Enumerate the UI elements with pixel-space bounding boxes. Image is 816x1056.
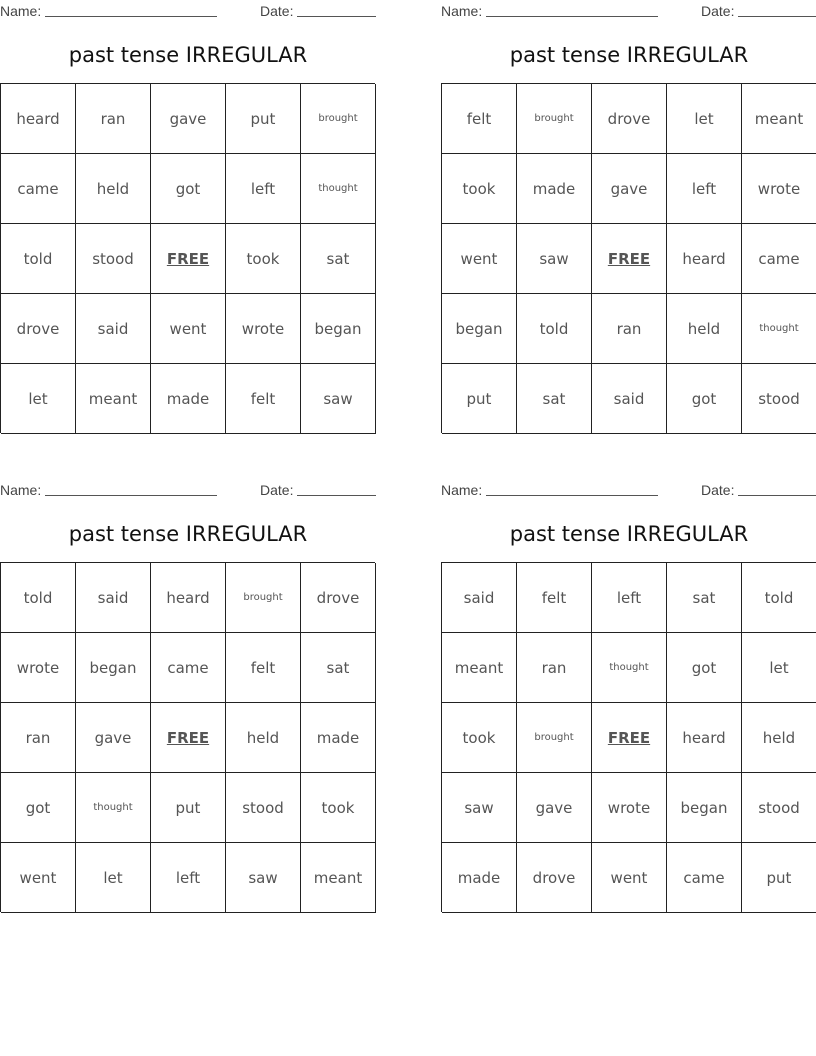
free-space-cell: FREE [592,703,667,773]
bingo-cell: took [226,224,301,294]
card-title: past tense IRREGULAR [68,522,308,546]
bingo-cell: made [151,364,226,434]
bingo-cell: thought [76,773,151,843]
bingo-cell: said [442,563,517,633]
bingo-cell: drove [301,563,376,633]
bingo-cell: said [76,563,151,633]
bingo-cell: said [592,364,667,434]
bingo-cell: sat [667,563,742,633]
bingo-card [0,479,376,913]
bingo-cell: drove [517,843,592,913]
bingo-cell: began [76,633,151,703]
bingo-cell: felt [226,633,301,703]
name-label: Name: [0,482,42,498]
bingo-cell: told [517,294,592,364]
bingo-cell: left [667,154,742,224]
bingo-cell: ran [76,84,151,154]
bingo-cell: left [226,154,301,224]
bingo-cell: let [667,84,742,154]
card-header [441,482,816,498]
name-blank-line [486,16,658,17]
bingo-cell: held [667,294,742,364]
free-space-cell: FREE [151,224,226,294]
bingo-cell: went [442,224,517,294]
bingo-cell: gave [517,773,592,843]
bingo-cell: ran [517,633,592,703]
bingo-cell: told [1,563,76,633]
bingo-cell: sat [301,224,376,294]
bingo-cell: left [592,563,667,633]
card-title: past tense IRREGULAR [509,43,749,67]
name-label: Name: [441,482,483,498]
bingo-cell: thought [592,633,667,703]
bingo-cell: gave [151,84,226,154]
bingo-cell: made [301,703,376,773]
bingo-card [441,0,816,434]
bingo-cell: came [151,633,226,703]
bingo-cell: meant [742,84,816,154]
bingo-card [441,479,816,913]
card-title: past tense IRREGULAR [68,43,308,67]
date-label: Date: [701,482,735,498]
bingo-cell: felt [226,364,301,434]
card-header [0,482,376,498]
name-blank-line [45,495,217,496]
bingo-cell: told [742,563,816,633]
bingo-cell: heard [667,703,742,773]
bingo-cell: meant [442,633,517,703]
bingo-cell: stood [226,773,301,843]
bingo-cell: came [1,154,76,224]
bingo-cell: began [667,773,742,843]
bingo-cell: made [517,154,592,224]
bingo-cell: let [76,843,151,913]
bingo-cell: got [667,633,742,703]
bingo-cell: held [742,703,816,773]
bingo-cell: heard [1,84,76,154]
bingo-cell: got [667,364,742,434]
name-label: Name: [0,3,42,19]
bingo-grid [441,562,816,912]
card-header [441,3,816,19]
bingo-cell: stood [76,224,151,294]
bingo-cell: put [742,843,816,913]
bingo-cell: let [1,364,76,434]
date-blank-line [738,16,816,17]
name-blank-line [45,16,217,17]
date-label: Date: [260,3,294,19]
bingo-cell: wrote [1,633,76,703]
bingo-cell: came [667,843,742,913]
bingo-cell: wrote [742,154,816,224]
date-blank-line [738,495,816,496]
bingo-cell: said [76,294,151,364]
bingo-cell: came [742,224,816,294]
bingo-cell: sat [517,364,592,434]
bingo-cell: stood [742,364,816,434]
bingo-cell: thought [301,154,376,224]
bingo-cell: meant [301,843,376,913]
bingo-cell: put [151,773,226,843]
bingo-cell: held [76,154,151,224]
bingo-cell: thought [742,294,816,364]
bingo-cell: saw [226,843,301,913]
card-header [0,3,376,19]
bingo-grid [0,83,375,433]
bingo-cell: let [742,633,816,703]
free-space-cell: FREE [592,224,667,294]
bingo-cell: brought [301,84,376,154]
bingo-cell: went [151,294,226,364]
date-blank-line [297,495,376,496]
bingo-cell: held [226,703,301,773]
bingo-cell: heard [151,563,226,633]
bingo-cell: saw [442,773,517,843]
bingo-cell: took [301,773,376,843]
bingo-cell: went [1,843,76,913]
bingo-cell: meant [76,364,151,434]
bingo-cell: made [442,843,517,913]
bingo-cell: heard [667,224,742,294]
bingo-grid [441,83,816,433]
bingo-grid [0,562,375,912]
bingo-cell: drove [592,84,667,154]
bingo-cell: ran [592,294,667,364]
bingo-cell: brought [226,563,301,633]
bingo-cell: felt [442,84,517,154]
name-blank-line [486,495,658,496]
card-title: past tense IRREGULAR [509,522,749,546]
bingo-cell: put [442,364,517,434]
bingo-cell: brought [517,84,592,154]
bingo-cell: brought [517,703,592,773]
bingo-card [0,0,376,434]
date-blank-line [297,16,376,17]
free-space-cell: FREE [151,703,226,773]
bingo-cell: felt [517,563,592,633]
bingo-cell: wrote [592,773,667,843]
bingo-cell: began [301,294,376,364]
bingo-cell: told [1,224,76,294]
name-label: Name: [441,3,483,19]
bingo-cell: sat [301,633,376,703]
bingo-cell: gave [76,703,151,773]
bingo-cell: began [442,294,517,364]
date-label: Date: [701,3,735,19]
bingo-cell: took [442,703,517,773]
bingo-cell: left [151,843,226,913]
bingo-cell: drove [1,294,76,364]
bingo-cell: ran [1,703,76,773]
date-label: Date: [260,482,294,498]
bingo-cell: put [226,84,301,154]
bingo-cell: gave [592,154,667,224]
bingo-cell: wrote [226,294,301,364]
bingo-cell: saw [301,364,376,434]
bingo-cell: took [442,154,517,224]
bingo-cell: saw [517,224,592,294]
bingo-cell: got [151,154,226,224]
bingo-cell: went [592,843,667,913]
bingo-cell: stood [742,773,816,843]
bingo-cell: got [1,773,76,843]
